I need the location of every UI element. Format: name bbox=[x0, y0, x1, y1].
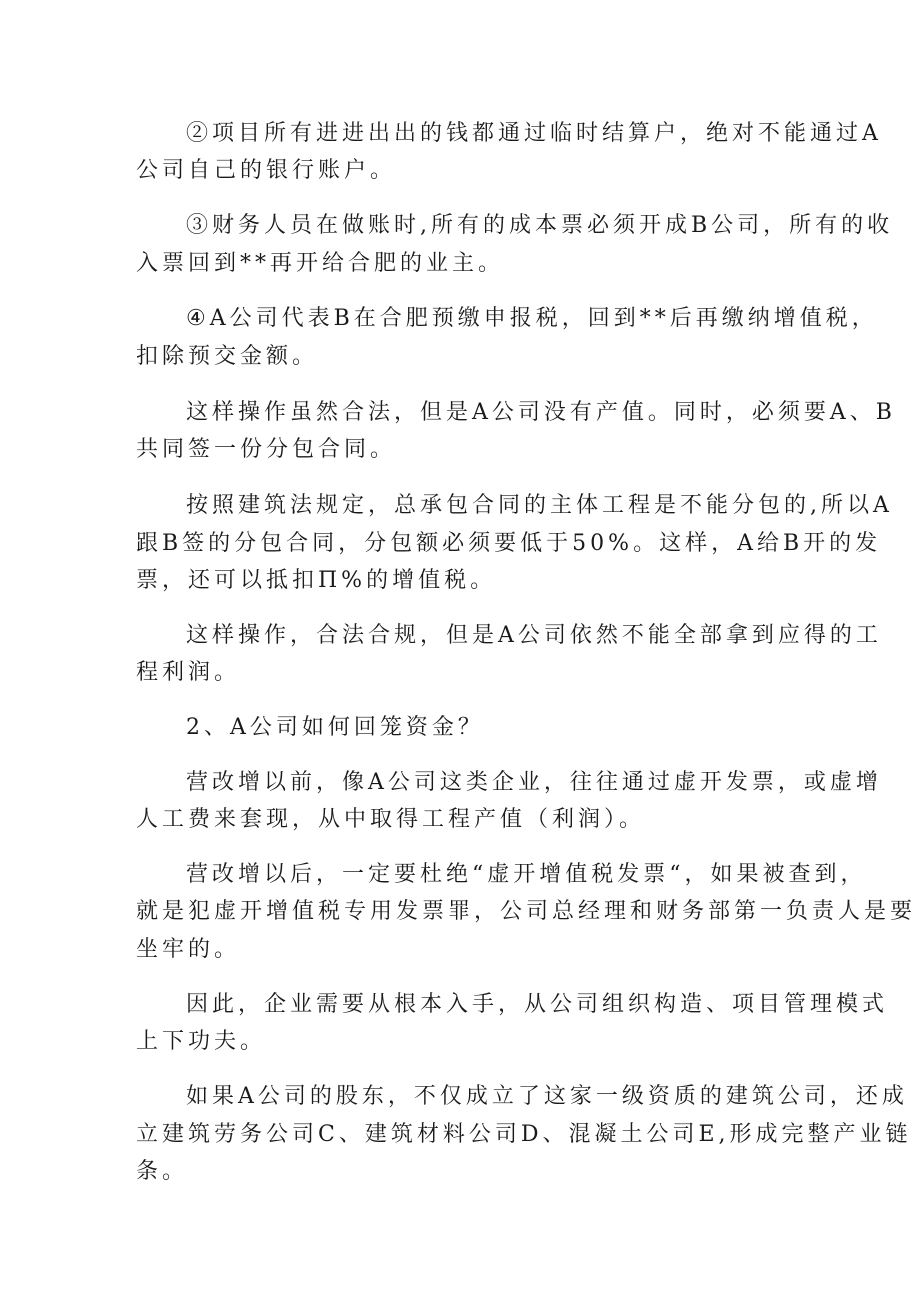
paragraph-line: 立建筑劳务公司C、建筑材料公司D、混凝土公司E,形成完整产业链 bbox=[136, 1122, 912, 1147]
paragraph-line: 票，还可以抵扣Π%的增值税。 bbox=[136, 568, 497, 593]
paragraph-line: 坐牢的。 bbox=[136, 937, 241, 962]
paragraph-first-line: ④A公司代表B在合肥预缴申报税，回到**后再缴纳增值税， bbox=[186, 306, 878, 331]
paragraph-line: 扣除预交金额。 bbox=[136, 344, 319, 369]
paragraph-first-line: 2、A公司如何回笼资金？ bbox=[186, 715, 484, 740]
paragraph-first-line: 按照建筑法规定，总承包合同的主体工程是不能分包的,所以A bbox=[186, 493, 893, 518]
paragraph-first-line: 营改增以后，一定要杜绝“虚开增值税发票“，如果被查到， bbox=[186, 862, 867, 887]
paragraph-line: 公司自己的银行账户。 bbox=[136, 158, 397, 183]
paragraph-line: 就是犯虚开增值税专用发票罪，公司总经理和财务部第一负责人是要 bbox=[136, 899, 917, 924]
paragraph-first-line: 因此，企业需要从根本入手，从公司组织构造、项目管理模式 bbox=[186, 992, 889, 1017]
paragraph-line: 入票回到**再开给合肥的业主。 bbox=[136, 251, 505, 276]
paragraph-line: 上下功夫。 bbox=[136, 1029, 267, 1054]
paragraph-first-line: 这样操作，合法合规，但是A公司依然不能全部拿到应得的工 bbox=[186, 623, 882, 648]
paragraph-first-line: ②项目所有进进出出的钱都通过临时结算户，绝对不能通过A bbox=[186, 121, 882, 146]
paragraph-line: 程利润。 bbox=[136, 660, 241, 685]
paragraph-line: 共同签一份分包合同。 bbox=[136, 437, 397, 462]
paragraph-first-line: 如果A公司的股东，不仅成立了这家一级资质的建筑公司，还成 bbox=[186, 1084, 908, 1109]
paragraph-line: 条。 bbox=[136, 1159, 189, 1184]
paragraph-first-line: 这样操作虽然合法，但是A公司没有产值。同时，必须要A、B bbox=[186, 400, 896, 425]
paragraph-line: 人工费来套现，从中取得工程产值（利润）。 bbox=[136, 807, 646, 832]
paragraph-first-line: 营改增以前，像A公司这类企业，往往通过虚开发票，或虚增 bbox=[186, 770, 882, 795]
paragraph-first-line: ③财务人员在做账时,所有的成本票必须开成B公司，所有的收 bbox=[186, 213, 894, 238]
paragraph-line: 跟B签的分包合同，分包额必须要低于50%。这样，A给B开的发 bbox=[136, 531, 882, 556]
